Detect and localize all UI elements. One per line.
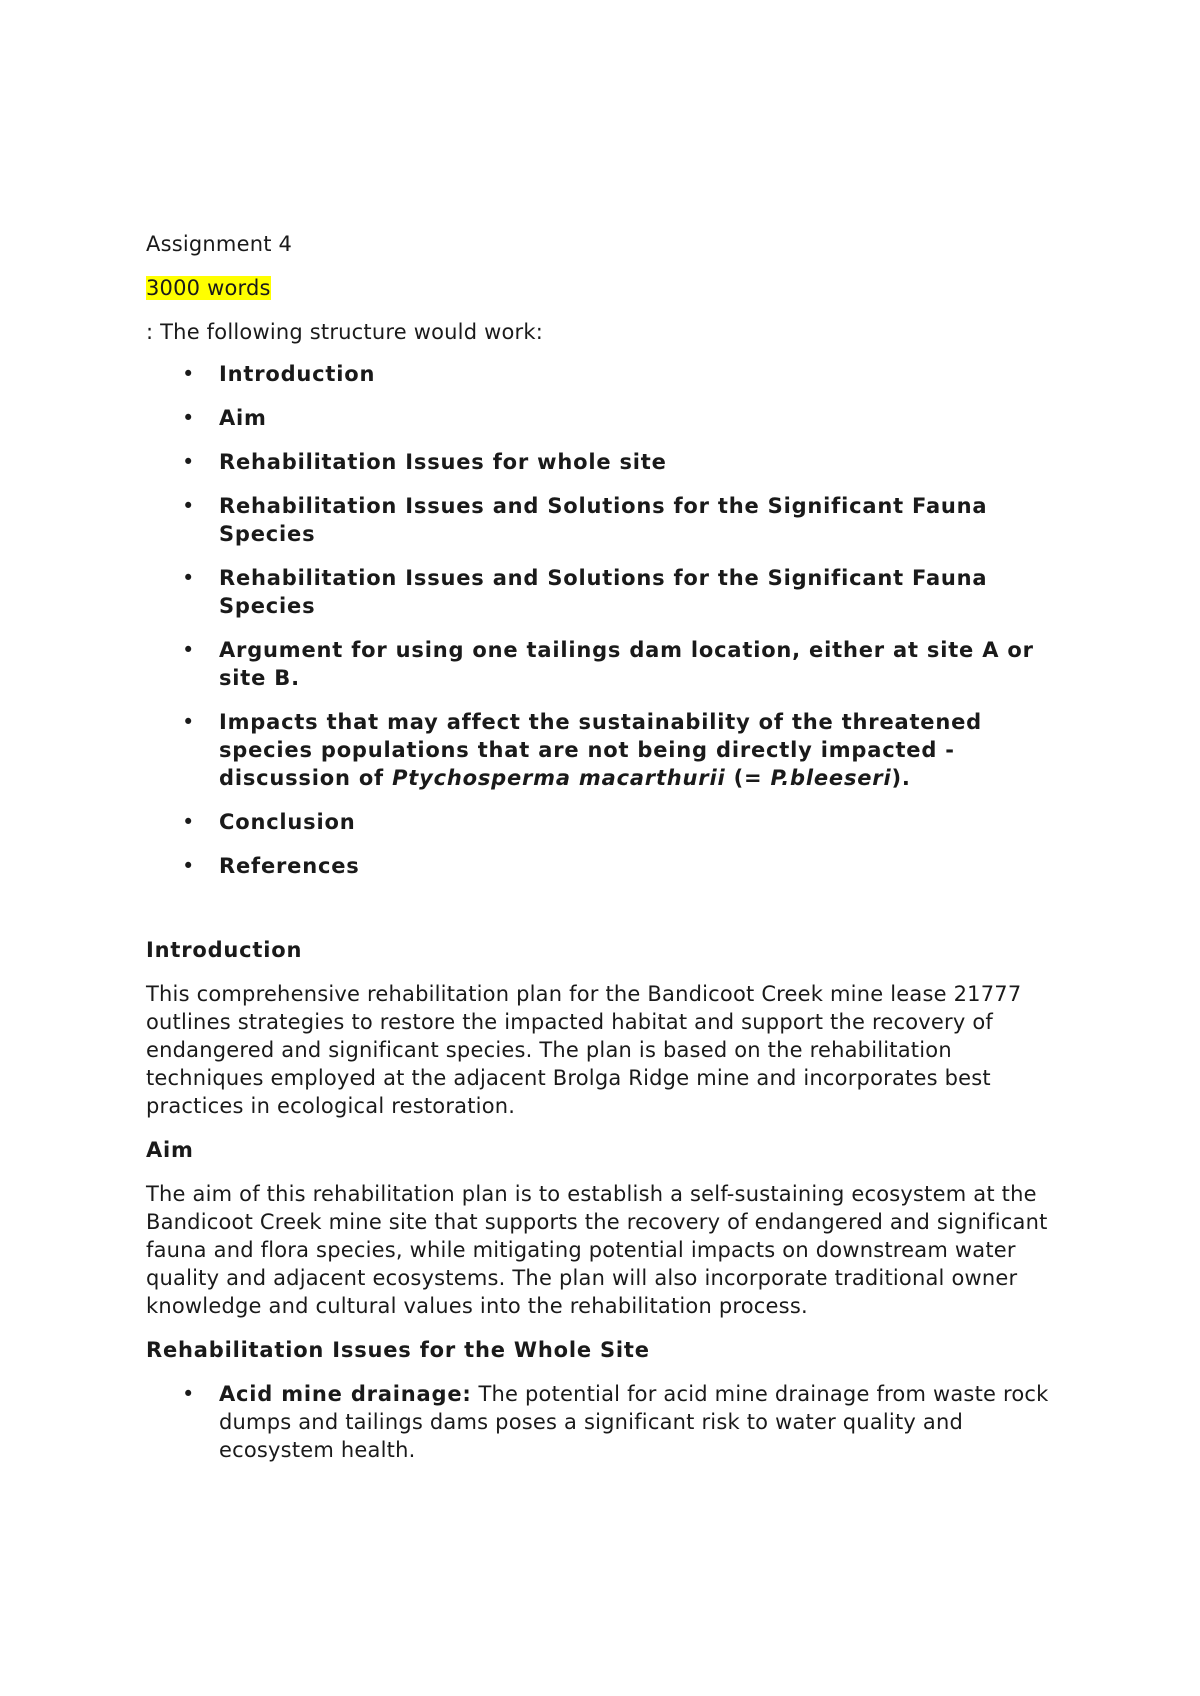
- bullet-icon: •: [182, 450, 196, 474]
- bullet-icon: •: [182, 710, 196, 734]
- structure-intro: : The following structure would work:: [146, 320, 544, 344]
- structure-item-references: [146, 852, 1066, 880]
- structure-item-fauna-2: [146, 564, 1066, 620]
- bullet-icon: •: [182, 566, 196, 590]
- bullet-icon: •: [182, 810, 196, 834]
- word-count-highlight: 3000 words: [146, 276, 271, 300]
- introduction-heading: Introduction: [146, 938, 303, 962]
- structure-item-whole-site: [146, 448, 1066, 476]
- structure-item-label: Rehabilitation Issues and Solutions for the Significant Fauna Species: [219, 566, 988, 618]
- structure-item-tailings-dam: [146, 636, 1066, 692]
- whole-site-heading: Rehabilitation Issues for the Whole Site: [146, 1338, 650, 1362]
- bullet-icon: •: [182, 494, 196, 518]
- species-name-italic: Ptychosperma macarthurii: [392, 766, 726, 790]
- aim-body: The aim of this rehabilitation plan is to establish a self-sustaining ecosystem at the Bandicoot Creek mine site that supports the recovery of endangered and significant fauna and flora species, while mitigating potential impacts on downstream water quality and adjacent ecosystems. The plan will also incorporate traditional owner knowledge and cultural values into the rehabilitation process.: [146, 1182, 1048, 1318]
- structure-item-label-part: Impacts that may affect the sustainability of the threatened species populations that are not being directly impacted - discussion of: [219, 710, 982, 790]
- structure-list: [146, 360, 1066, 880]
- structure-item-impacts: [146, 708, 1066, 792]
- introduction-body: This comprehensive rehabilitation plan for the Bandicoot Creek mine lease 21777 outlines strategies to restore the impacted habitat and support the recovery of endangered and significant species. The plan is based on the rehabilitation techniques employed at the adjacent Brolga Ridge mine and incorporates best practices in ecological restoration.: [146, 982, 1022, 1118]
- structure-item-introduction: [146, 360, 1066, 388]
- structure-item-label: Rehabilitation Issues for whole site: [219, 450, 667, 474]
- document-title: Assignment 4: [146, 232, 293, 256]
- bullet-icon: •: [182, 1382, 195, 1406]
- aim-heading: Aim: [146, 1138, 194, 1162]
- section-spacer: [146, 896, 1066, 936]
- structure-item-label: Aim: [219, 406, 267, 430]
- whole-site-issues-list: [146, 1380, 1066, 1464]
- structure-item-label-part: (=: [725, 766, 771, 790]
- issue-acid-mine-drainage: [146, 1380, 1066, 1464]
- structure-item-conclusion: [146, 808, 1066, 836]
- document-content: [146, 230, 1066, 1464]
- word-count-line: [146, 274, 1066, 302]
- structure-item-label: References: [219, 854, 360, 878]
- bullet-icon: •: [182, 854, 196, 878]
- structure-item-label-part: ).: [891, 766, 911, 790]
- bullet-icon: •: [182, 638, 196, 662]
- structure-item-label: Rehabilitation Issues and Solutions for the Significant Fauna Species: [219, 494, 988, 546]
- issue-term: Acid mine drainage:: [219, 1382, 472, 1406]
- issue-description: The potential for acid mine drainage from waste rock dumps and tailings dams poses a significant risk to water quality and ecosystem health.: [219, 1382, 1049, 1462]
- structure-item-label: Introduction: [219, 362, 376, 386]
- structure-item-aim: [146, 404, 1066, 432]
- structure-item-fauna-1: [146, 492, 1066, 548]
- structure-item-label: Conclusion: [219, 810, 356, 834]
- structure-item-label: Argument for using one tailings dam location, either at site A or site B.: [219, 638, 1034, 690]
- bullet-icon: •: [182, 406, 196, 430]
- bullet-icon: •: [182, 362, 196, 386]
- species-synonym-italic: P.bleeseri: [770, 766, 892, 790]
